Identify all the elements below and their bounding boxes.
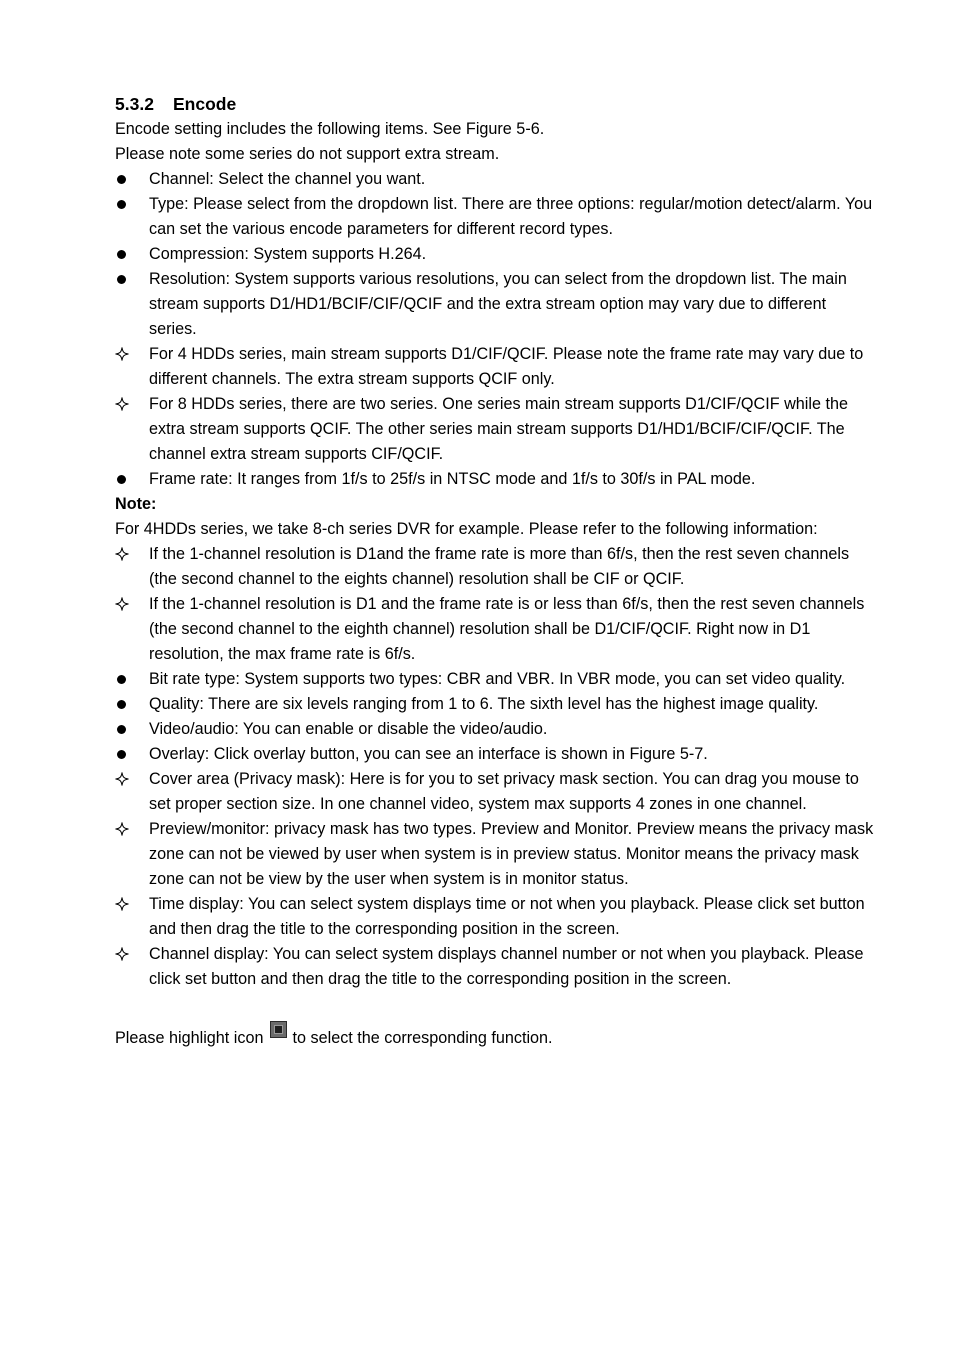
list-item-text: Compression: System supports H.264. bbox=[149, 245, 427, 263]
bullet-icon bbox=[115, 242, 131, 267]
list-item-text: Overlay: Click overlay button, you can see an interface is shown in Figure 5-7. bbox=[149, 745, 708, 763]
list-item bbox=[115, 717, 875, 742]
list-item-text: Time display: You can select system displays time or not when you playback. Please click set button and then drag the title to the corresponding position in the screen. bbox=[149, 895, 865, 938]
diamond-star-icon bbox=[115, 542, 131, 567]
section-title: Encode bbox=[173, 94, 237, 114]
list-item-text: Cover area (Privacy mask): Here is for you to set privacy mask section. You can drag you mouse to set proper section size. In one channel video, system max supports 4 zones in one channel. bbox=[149, 770, 859, 813]
list-item-text: For 4 HDDs series, main stream supports D1/CIF/QCIF. Please note the frame rate may vary due to different channels. The extra stream supports QCIF only. bbox=[149, 345, 864, 388]
list-item bbox=[115, 267, 875, 342]
settings-list bbox=[115, 167, 875, 492]
list-item bbox=[115, 192, 875, 242]
settings-list bbox=[115, 542, 875, 992]
list-item bbox=[115, 467, 875, 492]
section-heading bbox=[115, 92, 875, 117]
list-item-text: Bit rate type: System supports two types: CBR and VBR. In VBR mode, you can set video quality. bbox=[149, 670, 846, 688]
section-number: 5.3.2 bbox=[115, 94, 154, 114]
list-item-text: Quality: There are six levels ranging from 1 to 6. The sixth level has the highest image quality. bbox=[149, 695, 819, 713]
bullet-icon bbox=[115, 717, 131, 742]
list-item-text: Preview/monitor: privacy mask has two types. Preview and Monitor. Preview means the privacy mask zone can not be viewed by user when system is in preview status. Monitor means the privacy mask zone can not be view by the user when system is in monitor status. bbox=[149, 820, 874, 888]
list-item bbox=[115, 742, 875, 767]
list-item bbox=[115, 342, 875, 392]
list-item bbox=[115, 692, 875, 717]
diamond-star-icon bbox=[115, 592, 131, 617]
list-item bbox=[115, 242, 875, 267]
bullet-icon bbox=[115, 692, 131, 717]
intro-paragraph: Encode setting includes the following items. See Figure 5-6. bbox=[115, 120, 545, 138]
list-item-text: Type: Please select from the dropdown list. There are three options: regular/motion detect/alarm. You can set the various encode parameters for different record types. bbox=[149, 195, 873, 238]
list-item-text: Video/audio: You can enable or disable the video/audio. bbox=[149, 720, 548, 738]
diamond-star-icon bbox=[115, 817, 131, 842]
list-item-text: Resolution: System supports various resolutions, you can select from the dropdown list. The main stream supports D1/HD1/BCIF/CIF/QCIF and the extra stream option may vary due to different series. bbox=[149, 270, 847, 338]
list-item-text: Channel: Select the channel you want. bbox=[149, 170, 426, 188]
list-item bbox=[115, 767, 875, 817]
list-item-text: If the 1-channel resolution is D1 and the frame rate is or less than 6f/s, then the rest seven channels (the second channel to the eighth channel) resolution shall be D1/CIF/QCIF. Right now in D1 resolution, the max frame rate is 6f/s. bbox=[149, 595, 865, 663]
diamond-star-icon bbox=[115, 392, 131, 417]
bullet-icon bbox=[115, 467, 131, 492]
highlight-text-after: to select the corresponding function. bbox=[292, 1029, 553, 1047]
intro-paragraph: Please note some series do not support extra stream. bbox=[115, 145, 500, 163]
diamond-star-icon bbox=[115, 942, 131, 967]
list-item bbox=[115, 392, 875, 467]
list-item-text: For 8 HDDs series, there are two series. One series main stream supports D1/CIF/QCIF while the extra stream supports QCIF. The other series main stream supports D1/HD1/BCIF/CIF/QCIF. The channel extra stream supports CIF/QCIF. bbox=[149, 395, 848, 463]
bullet-icon bbox=[115, 667, 131, 692]
diamond-star-icon bbox=[115, 342, 131, 367]
list-item bbox=[115, 542, 875, 592]
bullet-icon bbox=[115, 267, 131, 292]
list-item bbox=[115, 667, 875, 692]
document-page bbox=[115, 92, 875, 1051]
note-label: Note: bbox=[115, 495, 157, 513]
list-item-text: Channel display: You can select system displays channel number or not when you playback. Please click set button and then drag the title to the corresponding position in the screen. bbox=[149, 945, 864, 988]
list-item-text: If the 1-channel resolution is D1and the frame rate is more than 6f/s, then the rest seven channels (the second channel to the eights channel) resolution shall be CIF or QCIF. bbox=[149, 545, 850, 588]
highlight-text-before: Please highlight icon bbox=[115, 1029, 264, 1047]
list-item bbox=[115, 167, 875, 192]
checkbox-square-icon bbox=[270, 1021, 287, 1038]
bullet-icon bbox=[115, 167, 131, 192]
list-item bbox=[115, 892, 875, 942]
bullet-icon bbox=[115, 192, 131, 217]
highlight-instruction bbox=[115, 1026, 875, 1051]
list-item bbox=[115, 817, 875, 892]
list-item bbox=[115, 592, 875, 667]
diamond-star-icon bbox=[115, 767, 131, 792]
diamond-star-icon bbox=[115, 892, 131, 917]
note-text: For 4HDDs series, we take 8-ch series DVR for example. Please refer to the following information: bbox=[115, 520, 818, 538]
list-item-text: Frame rate: It ranges from 1f/s to 25f/s in NTSC mode and 1f/s to 30f/s in PAL mode. bbox=[149, 470, 756, 488]
bullet-icon bbox=[115, 742, 131, 767]
list-item bbox=[115, 942, 875, 992]
